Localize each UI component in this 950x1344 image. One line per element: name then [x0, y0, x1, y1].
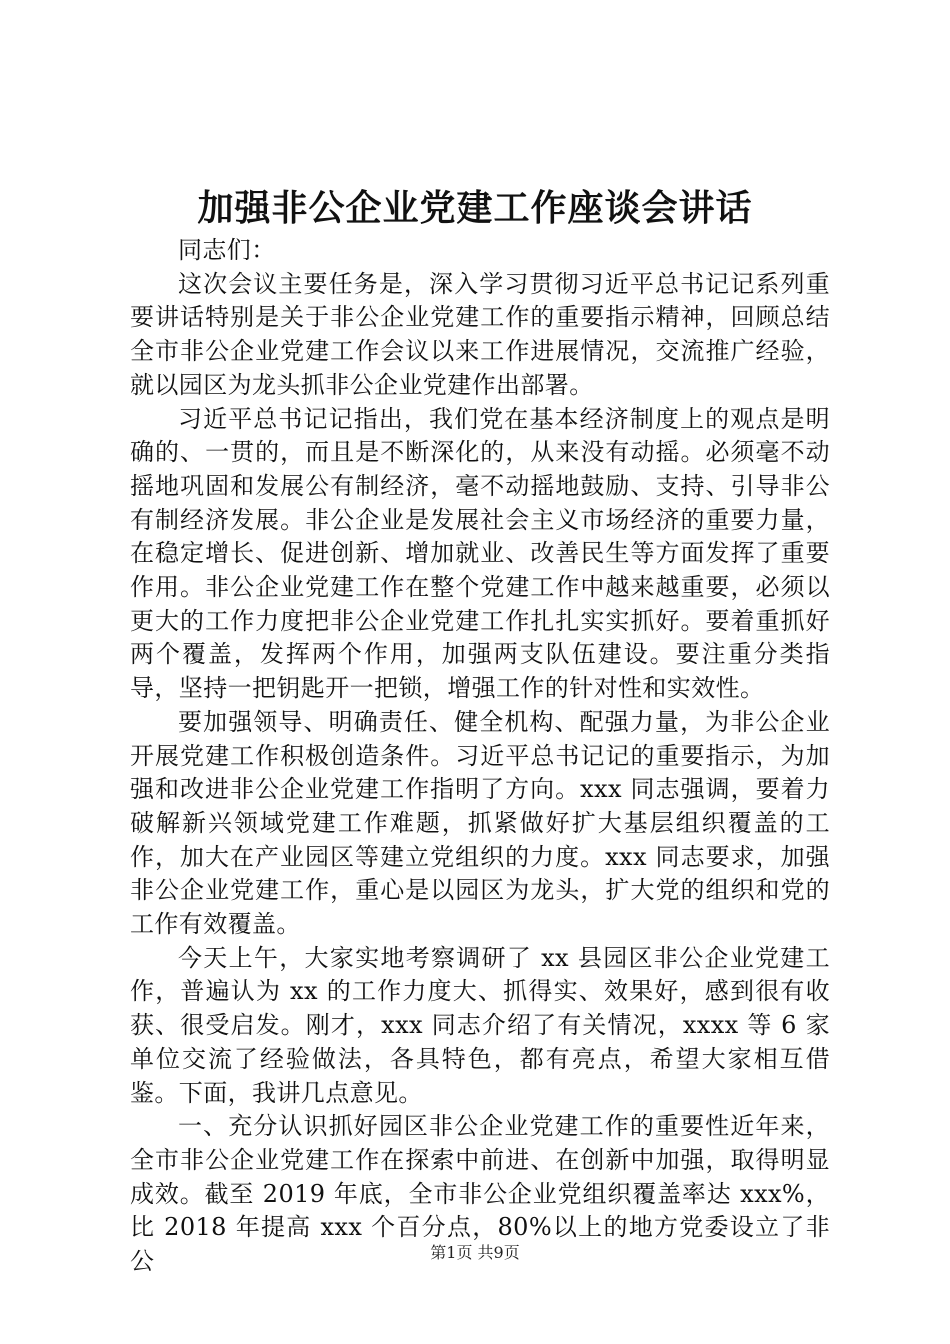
page-title: 加强非公企业党建工作座谈会讲话 [197, 187, 753, 229]
paragraph: 要加强领导、明确责任、健全机构、配强力量，为非公企业开展党建工作积极创造条件。习近平总书记记的重要指示，为加强和改进非公企业党建工作指明了方向。xxx 同志强调，要着力破解新兴领域党建工作难题，抓紧做好扩大基层组织覆盖的工作，加大在产业园区等建立党组织的力度。xxx 同志要求，加强非公企业党建工作，重心是以园区为龙头，扩大党的组织和党的工作有效覆盖。 [130, 707, 830, 939]
paragraph: 习近平总书记记指出，我们党在基本经济制度上的观点是明确的、一贯的，而且是不断深化的，从来没有动摇。必须毫不动摇地巩固和发展公有制经济，毫不动摇地鼓励、支持、引导非公有制经济发展。非公企业是发展社会主义市场经济的重要力量，在稳定增长、促进创新、增加就业、改善民生等方面发挥了重要作用。非公企业党建工作在整个党建工作中越来越重要，必须以更大的工作力度把非公企业党建工作扎扎实实抓好。要着重抓好两个覆盖，发挥两个作用，加强两支队伍建设。要注重分类指导，坚持一把钥匙开一把锁，增强工作的针对性和实效性。 [130, 404, 830, 703]
salutation: 同志们： [178, 236, 276, 264]
paragraph: 一、充分认识抓好园区非公企业党建工作的重要性近年来，全市非公企业党建工作在探索中前进、在创新中加强，取得明显成效。截至 2019 年底，全市非公企业党组织覆盖率达 xxx%，比 2018 年提高 xxx 个百分点，80%以上的地方党委设立了非公 [130, 1112, 830, 1276]
paragraph: 今天上午，大家实地考察调研了 xx 县园区非公企业党建工作，普遍认为 xx 的工作力度大、抓得实、效果好，感到很有收获、很受启发。刚才，xxx 同志介绍了有关情况，xxxx 等 6 家单位交流了经验做法，各具特色，都有亮点，希望大家相互借鉴。下面，我讲几点意见。 [130, 943, 830, 1107]
document-body [130, 234, 830, 1279]
page-number: 第1页 共9页 [430, 1243, 520, 1262]
paragraph: 这次会议主要任务是，深入学习贯彻习近平总书记记系列重要讲话特别是关于非公企业党建工作的重要指示精神，回顾总结全市非公企业党建工作会议以来工作进展情况，交流推广经验，就以园区为龙头抓非公企业党建作出部署。 [130, 269, 830, 399]
